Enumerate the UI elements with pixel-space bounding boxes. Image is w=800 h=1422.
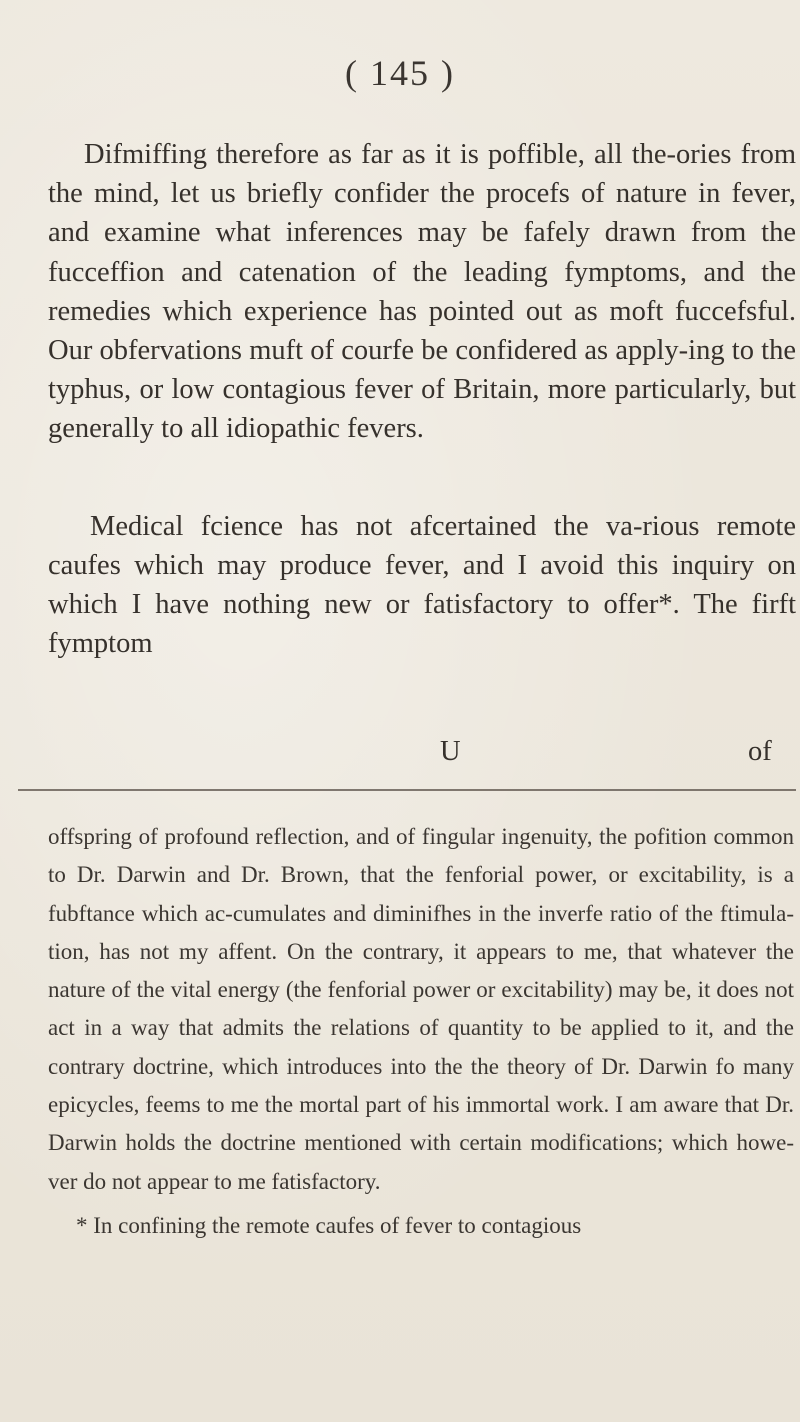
footnote bbox=[48, 818, 794, 1245]
footnote-rule bbox=[18, 789, 796, 791]
catchline bbox=[0, 736, 800, 776]
catchword: of bbox=[748, 736, 772, 767]
signature-mark: U bbox=[440, 736, 461, 767]
paragraph-2: Medical fcience has not afcertained the va-rious remote caufes which may produce fever, and I avoid this inquiry on which I have nothing new or fatisfactory to offer*. The firft fymptom bbox=[48, 510, 796, 660]
main-text bbox=[48, 135, 796, 663]
page-number: ( 145 ) bbox=[345, 53, 455, 93]
footnote-new-note: * In confining the remote caufes of fever to contagious bbox=[76, 1212, 582, 1238]
paragraph-1: Difmiffing therefore as far as it is poffible, all the-ories from the mind, let us briefly confider the procefs of nature in fever, and examine what inferences may be fafely drawn from the fucceffion and catenation of the leading fymptoms, and the remedies which experience has pointed out as moft fuccefsful. Our obfervations muft of courfe be confidered as apply-ing to the typhus, or low contagious fever of Britain, more particularly, but generally to all idiopathic fevers. bbox=[48, 139, 796, 445]
footnote-continuation: offspring of profound reflection, and of fingular ingenuity, the pofition common to Dr. Darwin and Dr. Brown, that the fenforial power, or excitability, is a fubftance which ac-cumulates and diminifhes in the inverfe ratio of the ftimula-tion, has not my affent. On the contrary, it appears to me, that whatever the nature of the vital energy (the fenforial power or excitability) may be, it does not act in a way that admits the relations of quantity to be applied to it, and the contrary doctrine, which introduces into the the theory of Dr. Darwin fo many epicycles, feems to me the mortal part of his immortal work. I am aware that Dr. Darwin holds the doctrine mentioned with certain modifications; which howe-ver do not appear to me fatisfactory. bbox=[48, 824, 794, 1194]
